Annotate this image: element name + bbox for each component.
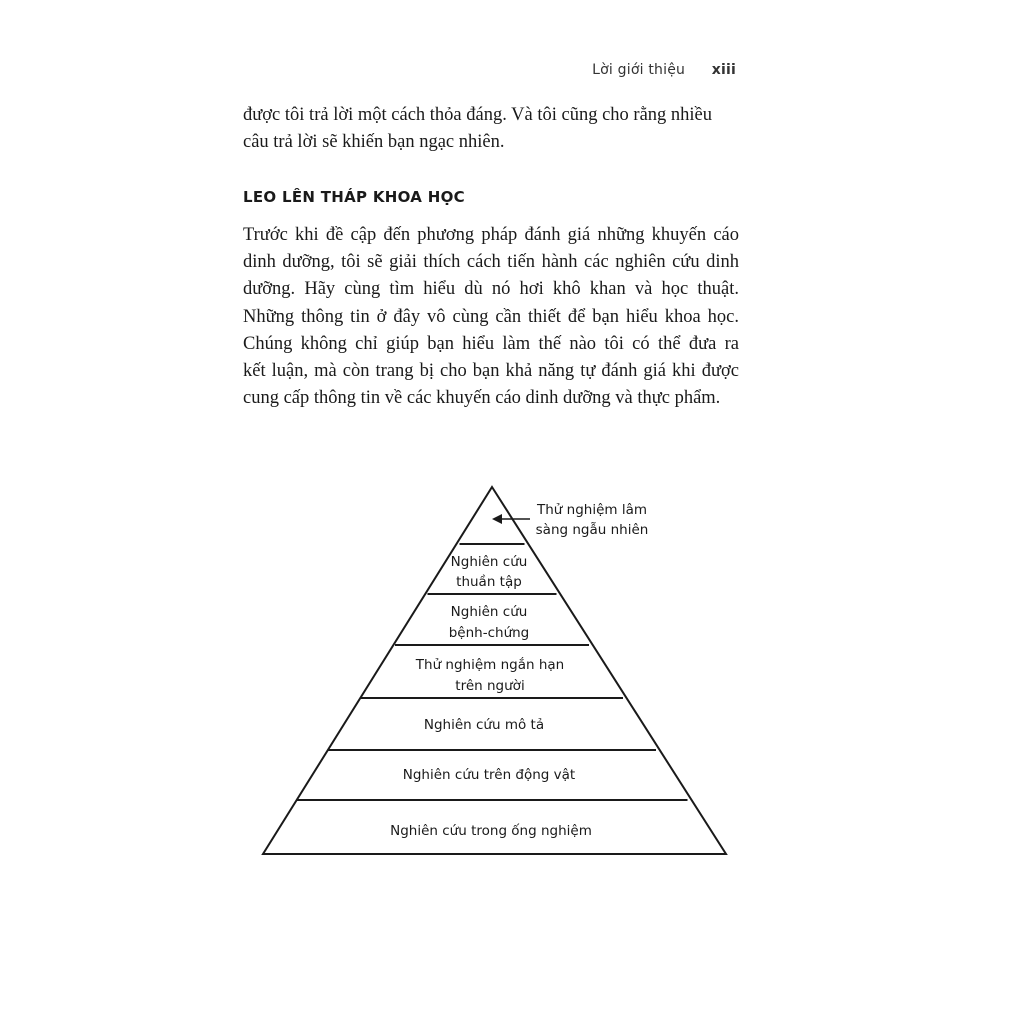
tier-label-cohort-1: Nghiên cứu — [450, 554, 528, 570]
apex-callout-line-2: sàng ngẫu nhiên — [535, 522, 649, 538]
apex-callout-line-1: Thử nghiệm lâm — [536, 502, 648, 518]
text-line: dinh dưỡng, tôi sẽ giải thích cách tiến hành các nghiên cứu dinh — [243, 252, 739, 273]
tier-label-case-control-2: bệnh-chứng — [448, 625, 530, 641]
text-line: dưỡng. Hãy cùng tìm hiểu dù nó hơi khô khan và học thuật. — [243, 279, 739, 300]
text-line: Trước khi đề cập đến phương pháp đánh giá những khuyến cáo — [243, 225, 739, 245]
text-line: Những thông tin ở đây vô cùng cần thiết để bạn hiểu khoa học. — [243, 306, 739, 327]
text-line: Chúng không chỉ giúp bạn hiểu làm thế nào tôi có thể đưa ra — [243, 333, 739, 354]
text-line: được tôi trả lời một cách thỏa đáng. Và tôi cũng cho rằng nhiều — [243, 105, 713, 125]
text-line: câu trả lời sẽ khiến bạn ngạc nhiên. — [243, 132, 505, 153]
tier-label-cohort-2: thuần tập — [456, 574, 522, 590]
tier-label-in-vitro: Nghiên cứu trong ống nghiệm — [390, 823, 592, 839]
section-heading: LEO LÊN THÁP KHOA HỌC — [243, 188, 465, 206]
callout-arrowhead — [492, 514, 502, 524]
tier-label-short-trial-1: Thử nghiệm ngắn hạn — [415, 657, 565, 673]
tier-label-animal: Nghiên cứu trên động vật — [402, 767, 576, 783]
running-head-chapter: Lời giới thiệu — [592, 62, 686, 78]
page-number: xiii — [711, 62, 736, 78]
tier-label-short-trial-2: trên người — [455, 678, 525, 694]
text-line: kết luận, mà còn trang bị cho bạn khả năng tự đánh giá khi được — [243, 361, 739, 382]
text-line: cung cấp thông tin về các khuyến cáo dinh dưỡng và thực phẩm. — [243, 388, 721, 409]
tier-label-descriptive: Nghiên cứu mô tả — [423, 717, 545, 733]
tier-label-case-control-1: Nghiên cứu — [450, 604, 528, 620]
